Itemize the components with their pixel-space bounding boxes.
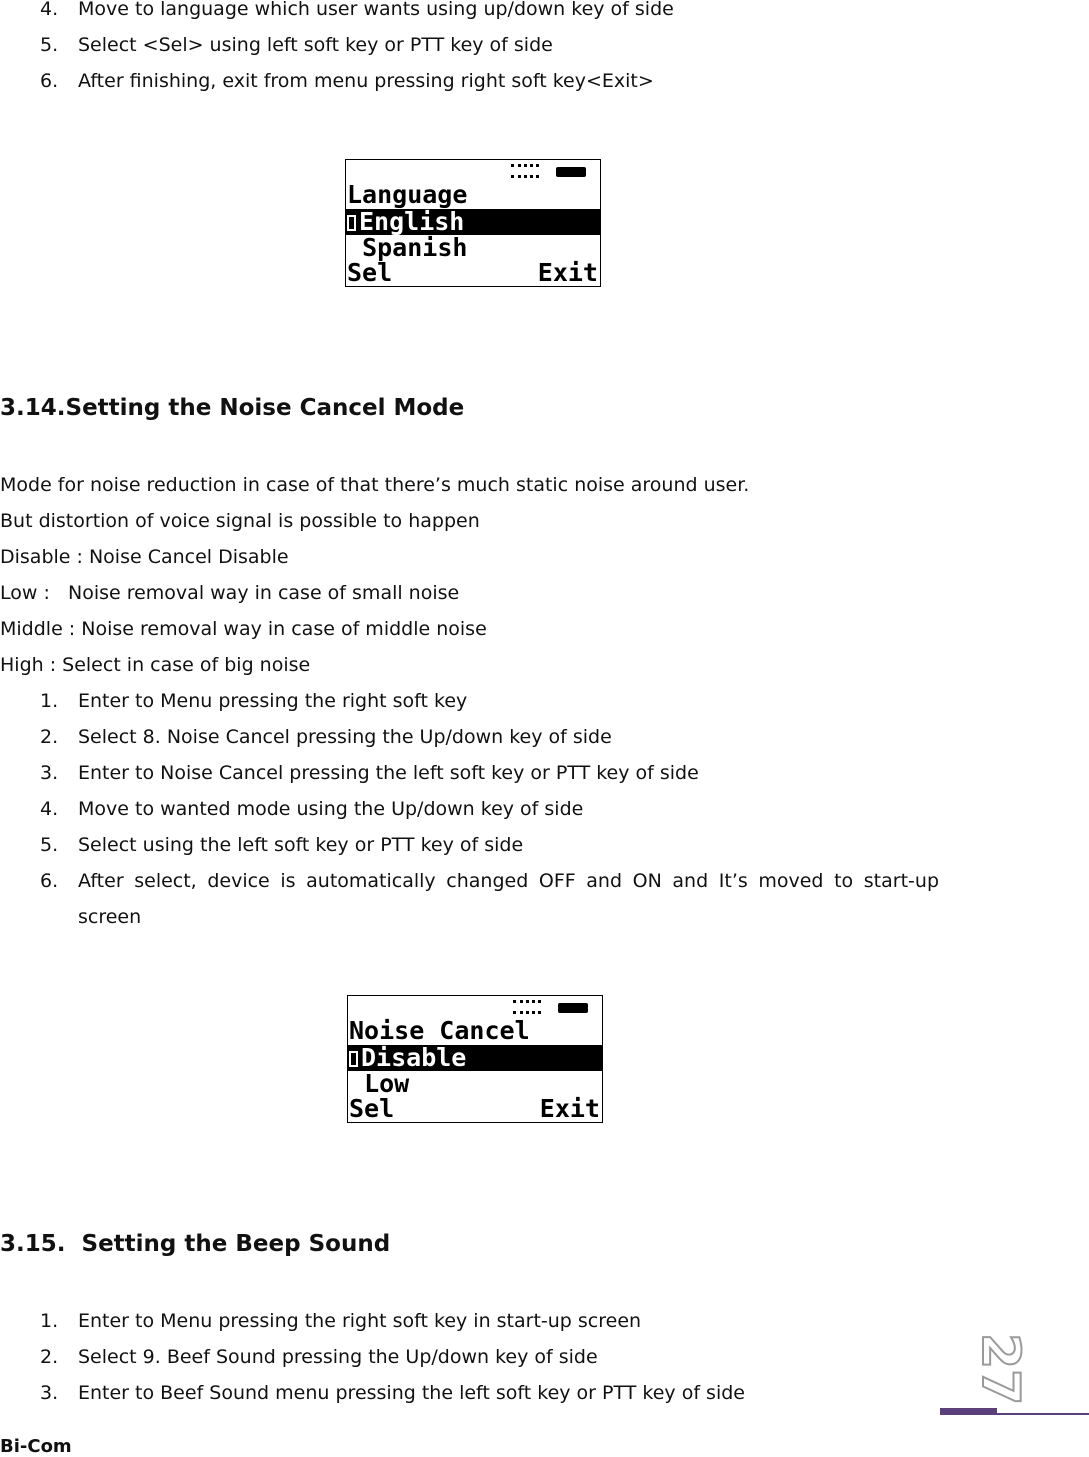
paragraph: Middle : Noise removal way in case of middle noise <box>0 618 487 640</box>
list-number: 6. <box>40 70 59 92</box>
list-number: 4. <box>40 798 59 820</box>
list-text: Select 8. Noise Cancel pressing the Up/down key of side <box>78 726 612 748</box>
list-number: 1. <box>40 690 59 712</box>
list-text: screen <box>78 906 142 928</box>
cursor-icon <box>347 215 356 231</box>
lcd-language-screen <box>345 159 601 287</box>
lcd-option-label: Spanish <box>362 233 468 262</box>
list-text: After finishing, exit from menu pressing right soft key<Exit> <box>78 70 654 92</box>
list-text: Move to language which user wants using up/down key of side <box>78 0 674 20</box>
lcd-selected-label: Disable <box>361 1043 467 1072</box>
paragraph: Low : Noise removal way in case of small noise <box>0 582 460 604</box>
list-text: Enter to Menu pressing the right soft key <box>78 690 468 712</box>
battery-icon <box>556 167 586 177</box>
lcd-softkeys <box>346 260 600 286</box>
cursor-icon <box>349 1051 358 1067</box>
section-title: Setting the Noise Cancel Mode <box>65 395 465 421</box>
lcd-selected-item <box>348 1045 602 1071</box>
status-bar <box>513 1000 588 1014</box>
list-number: 5. <box>40 834 59 856</box>
status-bar <box>511 164 586 178</box>
lcd-title: Noise Cancel <box>349 1016 530 1045</box>
list-text: Select using the left soft key or PTT key of side <box>78 834 524 856</box>
signal-icon <box>511 164 539 178</box>
list-text: Move to wanted mode using the Up/down key of side <box>78 798 584 820</box>
lcd-option-label: Low <box>364 1069 410 1098</box>
section-number: 3.15. <box>0 1231 66 1257</box>
lcd-right-softkey: Exit <box>537 258 598 287</box>
list-text: Select <Sel> using left soft key or PTT key of side <box>78 34 553 56</box>
paragraph: High : Select in case of big noise <box>0 654 311 676</box>
list-text: Enter to Menu pressing the right soft key in start-up screen <box>78 1310 642 1332</box>
lcd-title: Language <box>347 180 468 209</box>
list-number: 3. <box>40 762 59 784</box>
list-number: 3. <box>40 1382 59 1404</box>
list-text-justified: After select, device is automatically changed OFF and ON and It’s moved to start-up <box>78 870 939 892</box>
lcd-selected-label: English <box>359 207 465 236</box>
section-heading-3-14 <box>0 395 464 421</box>
section-title: Setting the Beep Sound <box>81 1231 391 1257</box>
brand-name: Bi-Com <box>0 1436 72 1457</box>
list-number: 5. <box>40 34 59 56</box>
lcd-softkeys <box>348 1096 602 1122</box>
lcd-left-softkey: Sel <box>347 258 393 287</box>
signal-icon <box>513 1000 541 1014</box>
list-number: 6. <box>40 870 59 892</box>
list-text: Enter to Noise Cancel pressing the left soft key or PTT key of side <box>78 762 699 784</box>
list-text: Enter to Beef Sound menu pressing the left soft key or PTT key of side <box>78 1382 745 1404</box>
lcd-noise-cancel-screen <box>347 995 603 1123</box>
lcd-left-softkey: Sel <box>349 1094 395 1123</box>
list-number: 2. <box>40 1346 59 1368</box>
lcd-selected-item <box>346 209 600 235</box>
list-number: 4. <box>40 0 59 20</box>
lcd-right-softkey: Exit <box>539 1094 600 1123</box>
list-text: Select 9. Beef Sound pressing the Up/down key of side <box>78 1346 598 1368</box>
footer-accent-bar <box>940 1408 997 1415</box>
paragraph: Disable : Noise Cancel Disable <box>0 546 289 568</box>
section-heading-3-15 <box>0 1231 390 1257</box>
paragraph: Mode for noise reduction in case of that there’s much static noise around user. <box>0 474 750 496</box>
list-number: 2. <box>40 726 59 748</box>
battery-icon <box>558 1003 588 1013</box>
page-number: 27 <box>970 1333 1030 1406</box>
section-number: 3.14. <box>0 395 66 421</box>
paragraph: But distortion of voice signal is possible to happen <box>0 510 480 532</box>
list-number: 1. <box>40 1310 59 1332</box>
